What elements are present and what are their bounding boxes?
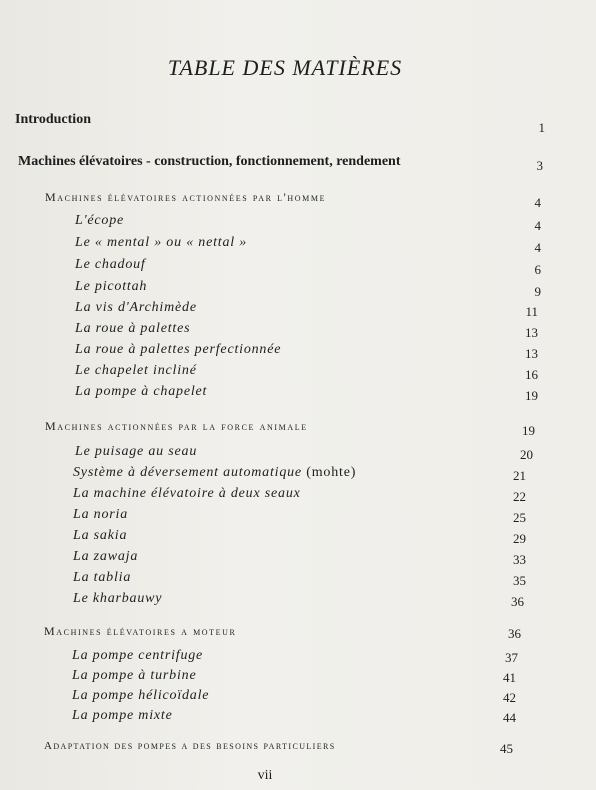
toc-entry: La noria [73,507,129,522]
toc-entry: Le picottah [75,279,148,294]
page-title: TABLE DES MATIÈRES [167,55,403,80]
toc-entry: Le chapelet incliné [75,363,197,378]
toc-entry: La zawaja [73,549,139,564]
toc-page-number: 25 [513,510,526,525]
toc-section-heading: Adaptation des pompes a des besoins particuliers [44,740,336,752]
toc-page-number: 4 [534,218,541,233]
toc-page-number: 21 [513,468,526,483]
toc-entry: La pompe hélicoïdale [72,688,210,703]
toc-page-number: 29 [513,531,526,546]
toc-section-heading: Machines actionnées par la force animale [45,419,308,433]
toc-entry-note: (mohte) [306,465,357,480]
toc-page-number: 3 [536,158,543,173]
toc-page-number: 35 [513,573,526,588]
toc-page-number: 4 [534,240,541,255]
toc-entry-title: Système à déversement automatique [73,465,302,480]
toc-entry: La vis d'Archimède [75,300,197,315]
toc-entry: La pompe à turbine [72,668,197,683]
toc-page-number: 22 [513,489,526,504]
toc-entry: La pompe à chapelet [75,384,208,399]
toc-page-number: 9 [534,284,541,299]
toc-page-number: 16 [525,367,538,382]
toc-entry: La machine élévatoire à deux seaux [73,486,301,501]
toc-entry-main-section: Machines élévatoires - construction, fonctionnement, rendement [18,154,401,169]
toc-page-number: 13 [525,346,538,361]
toc-entry: Le puisage au seau [75,444,198,459]
toc-page-number: 37 [505,650,518,665]
toc-page-number: 4 [534,195,541,210]
page-folio: vii [257,768,273,783]
toc-entry: La roue à palettes [75,321,191,336]
toc-page-number: 33 [513,552,526,567]
toc-entry: La tablia [73,570,132,585]
toc-page-number: 1 [538,120,545,135]
toc-entry: Le kharbauwy [73,591,163,606]
toc-entry: La pompe centrifuge [72,648,204,663]
toc-section-heading: Machines élévatoires actionnées par l'homme [45,190,327,204]
toc-entry: La roue à palettes perfectionnée [75,342,282,357]
toc-page-number: 20 [520,447,533,462]
toc-page-number: 45 [500,741,513,756]
toc-entry-introduction: Introduction [15,112,91,127]
toc-page-number: 36 [511,594,524,609]
toc-page-number: 41 [503,670,516,685]
toc-entry: La sakia [73,528,128,543]
toc-page-number: 44 [503,710,516,725]
toc-page-number: 19 [522,423,535,438]
toc-page-number: 19 [525,388,538,403]
toc-page-number: 42 [503,690,516,705]
toc-page-number: 11 [525,304,538,319]
toc-page-number: 36 [508,626,521,641]
toc-entry: Le « mental » ou « nettal » [75,235,248,250]
toc-section-heading: Machines élévatoires a moteur [44,624,237,638]
toc-entry: La pompe mixte [72,708,173,723]
toc-entry [73,465,356,481]
toc-entry: L'écope [75,213,125,228]
toc-page-number: 6 [534,262,541,277]
toc-entry: Le chadouf [75,257,146,272]
toc-page-number: 13 [525,325,538,340]
